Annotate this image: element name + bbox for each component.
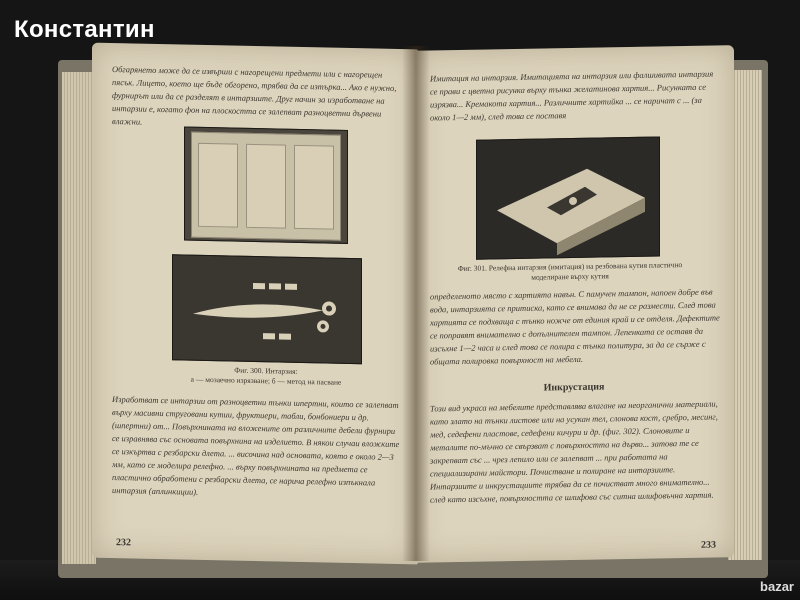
left-page-number: 232 — [116, 537, 131, 549]
cabinet-door-middle — [246, 144, 286, 229]
figure-301-caption: Фиг. 301. Релефна интарзия (имитация) на резбована кутия пластично моделиране върху кутия — [457, 260, 683, 282]
right-top-text: Имитация на интарзия. Имитацията на интарзия или фалшивата интарзия се прави с цветна рисунка върху тънка желатинова хартия... Рисунката се изрязва... Кремакота хартия... Различните хартийка ... се наричат с ... (за около 1—2 мм), след това се поставя — [430, 68, 714, 123]
cabinet-door-left — [198, 143, 238, 228]
relief-box-drawing — [477, 138, 659, 259]
right-page — [414, 45, 734, 563]
figure-300-inlay-photo — [172, 254, 362, 364]
left-bottom-text: Изработват се интарзии от разноцветни тънки шпертни, които се залепват върху масивни струговани кутии, фруктиери, табли, бонбониери и др. (шпертни) от... Повърхнината на вложените от различните дебели фурнири се изравнява със основата повърхнина на изделието. В някои случаи вложките се изкъртва с резбарски длета. ... височина над основата, която е около 2—3 мм, като се моделира релефно. ... върху повърхнината на предмета се пластично обработени с резбарски длета, се нарича релефно изпъкнала интарзия (аплинкиции). — [112, 394, 400, 497]
left-page-edges — [62, 72, 96, 564]
seller-name-overlay: Константин — [14, 16, 155, 43]
left-page — [92, 43, 418, 565]
cabinet-image — [191, 132, 341, 241]
right-middle-text: определеното място с хартията навън. С памучен тампон, напоен добре във вода, интарзията се притиска, като се внимава да не се размести. След това хартията се подхваща с тънко ножче от единия край и се отделя. Дефектите се поправят внимателно с допълнителен тампон. Лепенката се оставя да изсъхне 1—2 часа и след това се полира с тънка политура, за да се сърже с общата полировка повърхност на мебела. — [430, 286, 720, 367]
figure-300-caption-title: Фиг. 300. Интарзия: — [234, 365, 298, 376]
figure-301-box-photo — [476, 136, 660, 259]
cabinet-door-right — [294, 145, 334, 230]
left-top-text: Обгарянето може да се извърши с нагорещени предмети или с нагорещен пясък. Лицето, което ще бъде обгорено, трябва да се изтърка... Ако е нужно, фурнирът или да се разделят в интарзиите. Друг начин за изработване на интарзии е, когато фон на плоскостта се залепват разноцветни дървени влажни. — [112, 64, 397, 127]
feather-inlay-drawing — [173, 255, 361, 363]
figure-300-cabinet-photo — [184, 127, 348, 244]
right-page-number: 233 — [701, 539, 716, 551]
book-gutter — [402, 46, 430, 561]
section-heading: Инкрустация — [543, 381, 605, 394]
figure-300-caption — [152, 364, 380, 389]
figure-300-caption-legend: а — мозаечно изрязване; б — метод на пасване — [190, 374, 342, 387]
watermark-logo: bazar — [760, 579, 794, 594]
right-bottom-text: Този вид украса на мебелите представлява влагане на неорганични материали, като злато на тънки листове или на усукан тел, слонова кост, сребро, месинг, мед, седефени пластове, седефени кичури и др. (фиг. 302). Слоновите и металите по-мъчно се свързват с повърхността на дърво... затова те се закрепват със ... чрез лепило или се залепват ... при работата на специализирани майстори. Почистване и полиране на интарзиите. Интарзиите и инкрустациите трябва да се почистват много внимателно... след като изсъхне, повърхността се шлифова със ситна шлифовъчна хартия. — [430, 398, 718, 505]
